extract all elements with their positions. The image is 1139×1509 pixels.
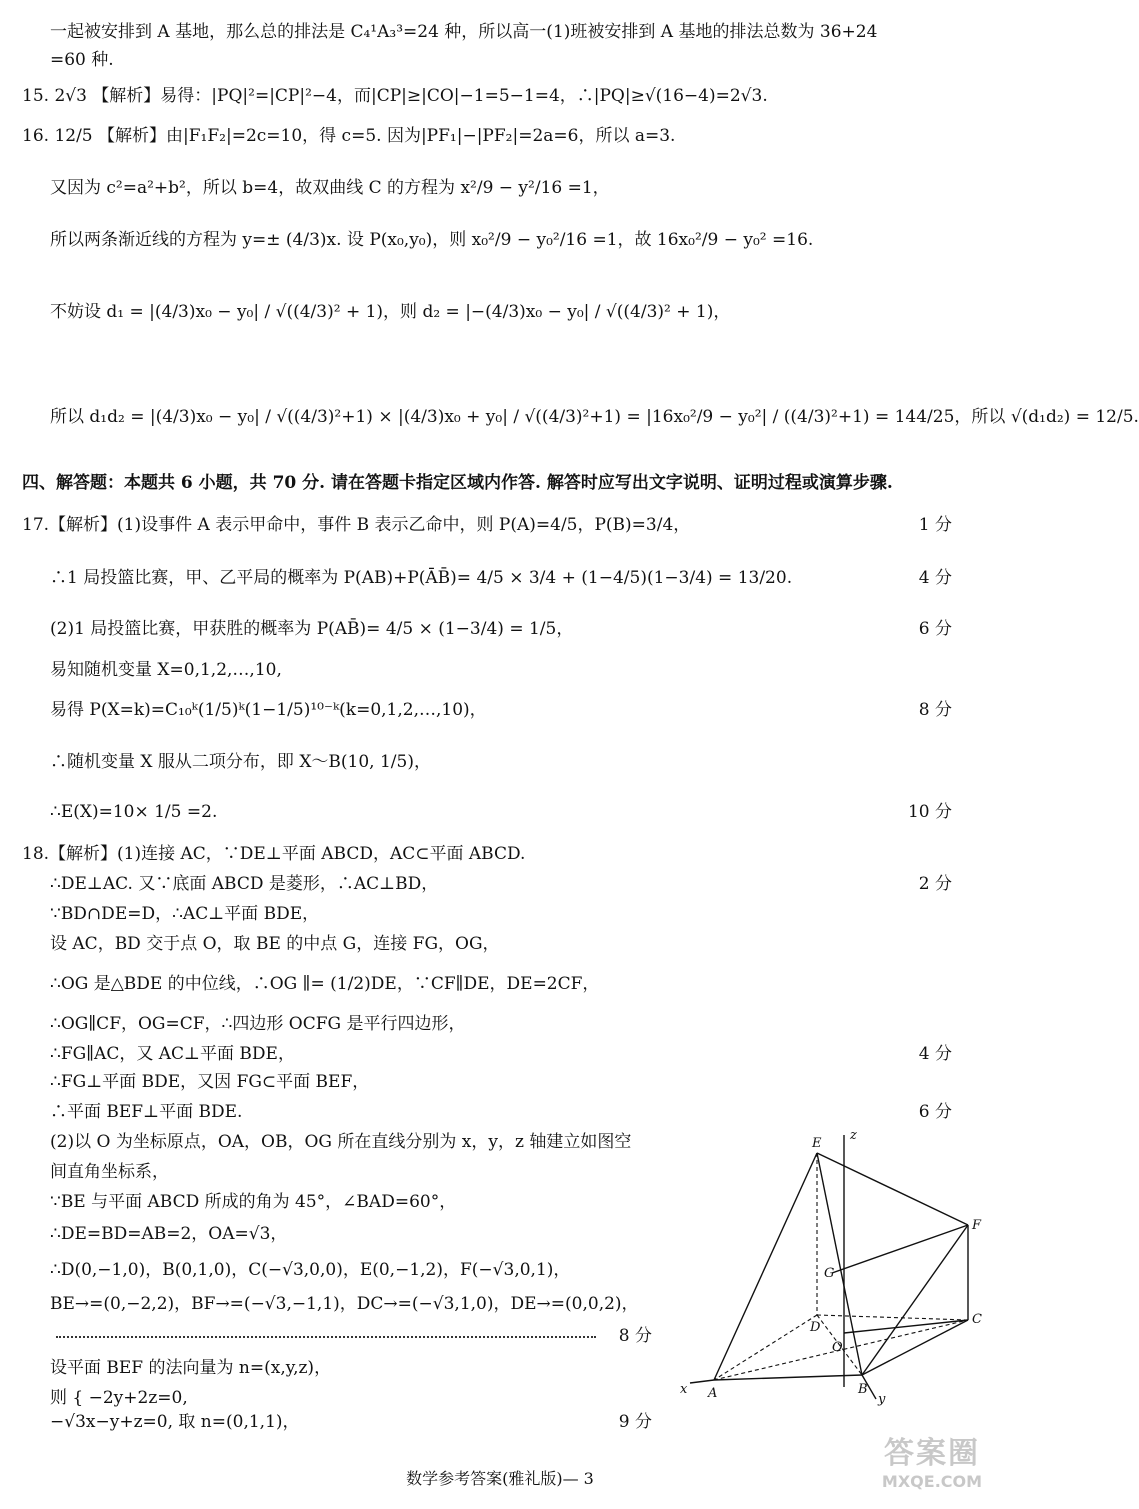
text-line: 又因为 c²=a²+b²，所以 b=4，故双曲线 C 的方程为 x²/9 − y²/16 =1， bbox=[50, 178, 610, 198]
watermark-url: MXQE.COM bbox=[881, 1472, 983, 1491]
section-heading: 四、解答题：本题共 6 小题，共 70 分. 请在答题卡指定区域内作答. 解答时应写出文字说明、证明过程或演算步骤. bbox=[22, 473, 893, 493]
edge-ef bbox=[817, 1153, 968, 1225]
edge-bc bbox=[862, 1320, 968, 1375]
label-e: E bbox=[812, 1136, 822, 1151]
text-line bbox=[50, 1324, 670, 1348]
text-line: BE→=(0,−2,2)，BF→=(−√3,−1,1)，DC→=(−√3,1,0)，DE→=(0,0,2)， bbox=[50, 1294, 639, 1314]
label-f: F bbox=[972, 1218, 982, 1233]
watermark-title: 答案圈 bbox=[884, 1436, 980, 1471]
page-footer: 数学参考答案(雅礼版)— 3 bbox=[406, 1469, 594, 1488]
text-line: (2)1 局投篮比赛，甲获胜的概率为 P(AB̄)= 4/5 × (1−3/4) = 1/5， 6 分 bbox=[50, 619, 952, 639]
score: 6 分 bbox=[918, 1102, 952, 1122]
text-line: ∴E(X)=10× 1/5 =2. 10 分 bbox=[50, 802, 952, 822]
text-line: ∴随机变量 X 服从二项分布，即 X～B(10, 1/5)， bbox=[50, 752, 431, 772]
text-line: =60 种. bbox=[50, 50, 114, 70]
text-line: 设 AC，BD 交于点 O，取 BE 的中点 G，连接 FG，OG， bbox=[50, 934, 500, 954]
score: 9 分 bbox=[618, 1412, 652, 1432]
answer-18-line: 18.【解析】(1)连接 AC，∵DE⊥平面 ABCD，AC⊂平面 ABCD. bbox=[22, 844, 526, 864]
edge-dc bbox=[817, 1315, 968, 1320]
edge-bf bbox=[862, 1225, 968, 1375]
text-line: 易知随机变量 X=0,1,2,…,10, bbox=[50, 660, 282, 680]
text-line: 间直角坐标系， bbox=[50, 1162, 169, 1182]
label-g: G bbox=[824, 1266, 835, 1281]
score: 6 分 bbox=[918, 619, 952, 639]
label-a: A bbox=[708, 1386, 718, 1401]
watermark bbox=[872, 1428, 992, 1506]
text-line: ∵BD∩DE=D，∴AC⊥平面 BDE， bbox=[50, 904, 320, 924]
edge-ae bbox=[714, 1153, 817, 1380]
text-line: ∴OG∥CF，OG=CF，∴四边形 OCFG 是平行四边形， bbox=[50, 1014, 466, 1034]
text-line: 所以 d₁d₂ = |(4/3)x₀ − y₀| / √((4/3)²+1) × |(4/3)x₀ + y₀| / √((4/3)²+1) = |16x₀²/9 − y₀²| / ((4/3)²+1) = 144/25，所以 √(d₁d₂) = 12/5. bbox=[50, 407, 1139, 427]
text-line: ∴平面 BEF⊥平面 BDE. 6 分 bbox=[50, 1102, 952, 1122]
text-line: (2)以 O 为坐标原点，OA，OB，OG 所在直线分别为 x，y，z 轴建立如图空 bbox=[50, 1132, 632, 1152]
x-axis bbox=[690, 1380, 714, 1383]
label-o: O bbox=[832, 1340, 843, 1355]
answer-15: 15. 2√3 【解析】易得：|PQ|²=|CP|²−4，而|CP|≥|CO|−1=5−1=4，∴|PQ|≥√(16−4)=2√3. bbox=[22, 86, 768, 106]
dotted-leader bbox=[56, 1336, 596, 1338]
text-line: ∴1 局投篮比赛，甲、乙平局的概率为 P(AB)+P(ĀB̄)= 4/5 × 3/4 + (1−4/5)(1−3/4) = 13/20. 4 分 bbox=[50, 568, 952, 588]
label-c: C bbox=[972, 1312, 982, 1327]
label-b: B bbox=[858, 1382, 868, 1397]
edge-od bbox=[844, 1320, 968, 1333]
answer-16: 16. 12/5 【解析】由|F₁F₂|=2c=10，得 c=5. 因为|PF₁|−|PF₂|=2a=6，所以 a=3. bbox=[22, 126, 676, 146]
score: 4 分 bbox=[918, 1044, 952, 1064]
score: 4 分 bbox=[918, 568, 952, 588]
text-line: 设平面 BEF 的法向量为 n=(x,y,z)， bbox=[50, 1358, 332, 1378]
geometry-figure bbox=[672, 1125, 992, 1415]
text-line: 所以两条渐近线的方程为 y=± (4/3)x. 设 P(x₀,y₀)，则 x₀²/9 − y₀²/16 =1，故 16x₀²/9 − y₀² =16. bbox=[50, 230, 814, 250]
text-line: ∵BE 与平面 ABCD 所成的角为 45°，∠BAD=60°， bbox=[50, 1192, 457, 1212]
text-line: ∴OG 是△BDE 的中位线，∴OG ∥= (1/2)DE，∵CF∥DE，DE=2CF， bbox=[50, 974, 600, 994]
text-line: ∴FG⊥平面 BDE，又因 FG⊂平面 BEF， bbox=[50, 1072, 370, 1092]
score: 1 分 bbox=[918, 515, 952, 535]
text-line: −√3x−y+z=0, 取 n=(0,1,1)， 9 分 bbox=[50, 1412, 652, 1432]
answer-17-line: 17.【解析】(1)设事件 A 表示甲命中，事件 B 表示乙命中，则 P(A)=4/5，P(B)=3/4， 1 分 bbox=[22, 515, 952, 535]
text-line: 则 { −2y+2z=0, bbox=[50, 1388, 188, 1408]
text-line: 易得 P(X=k)=C₁₀ᵏ(1/5)ᵏ(1−1/5)¹⁰⁻ᵏ(k=0,1,2,…,10)， 8 分 bbox=[50, 700, 952, 720]
text-line: ∴D(0,−1,0)，B(0,1,0)，C(−√3,0,0)，E(0,−1,2)，F(−√3,0,1)， bbox=[50, 1260, 571, 1280]
label-x: x bbox=[680, 1382, 688, 1397]
score: 8 分 bbox=[618, 1326, 652, 1346]
edge-gf bbox=[832, 1225, 968, 1273]
score: 2 分 bbox=[918, 874, 952, 894]
text-line: ∴DE⊥AC. 又∵底面 ABCD 是菱形，∴AC⊥BD， 2 分 bbox=[50, 874, 952, 894]
text-line: 不妨设 d₁ = |(4/3)x₀ − y₀| / √((4/3)² + 1)，则 d₂ = |−(4/3)x₀ − y₀| / √((4/3)² + 1)， bbox=[50, 302, 731, 322]
score: 8 分 bbox=[918, 700, 952, 720]
label-z: z bbox=[850, 1128, 857, 1143]
label-y: y bbox=[878, 1392, 886, 1407]
text-line: 一起被安排到 A 基地，那么总的排法是 C₄¹A₃³=24 种，所以高一(1)班被安排到 A 基地的排法总数为 36+24 bbox=[50, 22, 878, 42]
text-line: ∴FG∥AC，又 AC⊥平面 BDE， 4 分 bbox=[50, 1044, 952, 1064]
label-d: D bbox=[810, 1320, 821, 1335]
score: 10 分 bbox=[907, 802, 952, 822]
text-line: ∴DE=BD=AB=2，OA=√3， bbox=[50, 1224, 288, 1244]
edge-ab bbox=[714, 1375, 862, 1380]
